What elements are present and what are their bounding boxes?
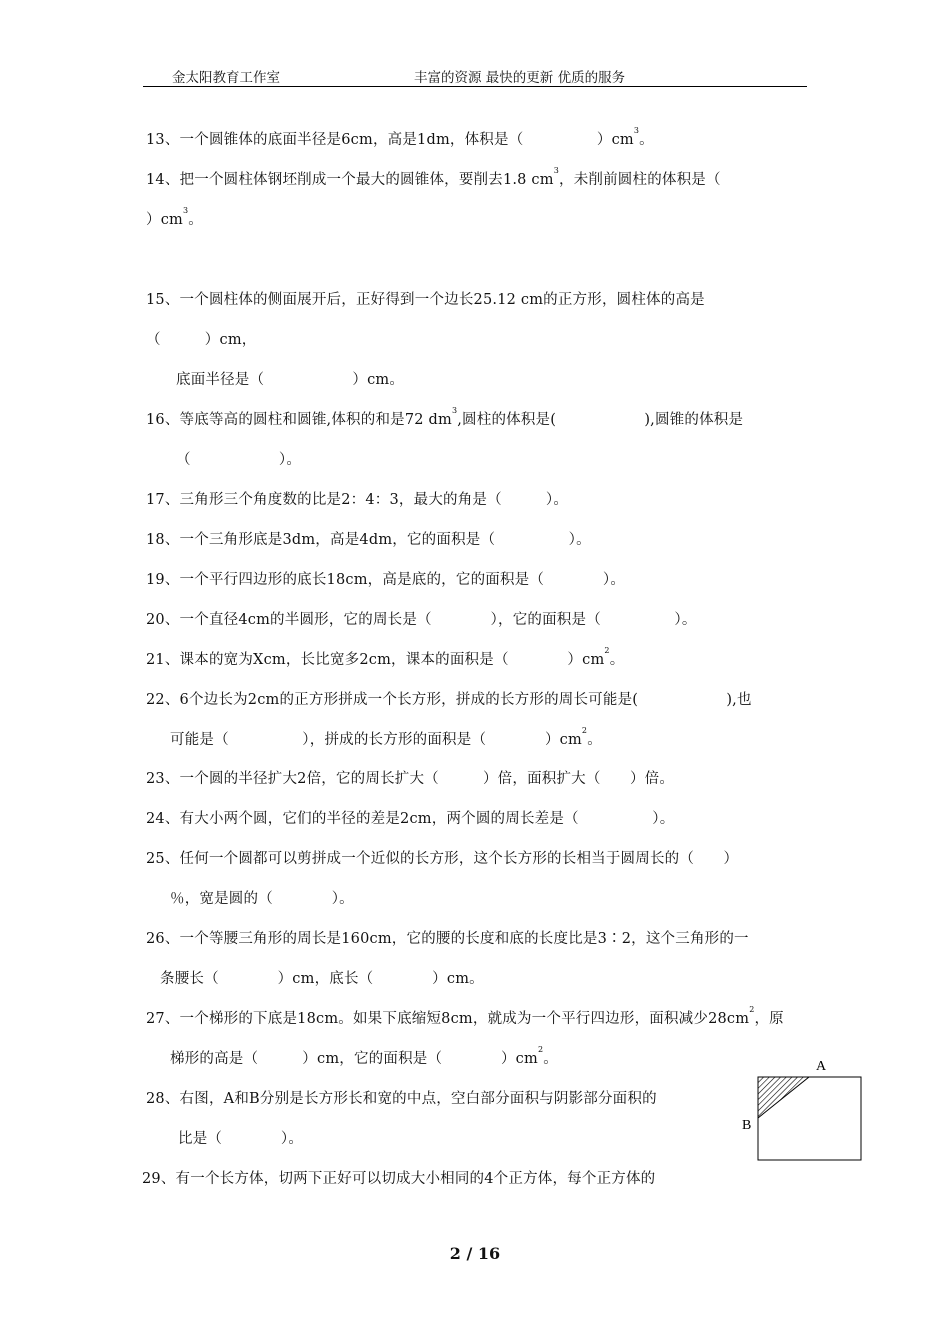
question-13: 13、一个圆锥体的底面半径是6cm，高是1dm，体积是（ ）$cm^3$。 <box>146 126 654 148</box>
question-27-line-1: 27、一个梯形的下底是18cm。如果下底缩短8cm，就成为一个平行四边形，面积减少$28cm^2$，原 <box>146 1005 784 1027</box>
question-15-line-1: 15、一个圆柱体的侧面展开后，正好得到一个边长25.12 cm的正方形，圆柱体的高是 <box>146 292 705 308</box>
rectangle-figure <box>740 1055 870 1165</box>
question-18: 18、一个三角形底是3dm，高是4dm，它的面积是（ ）。 <box>146 532 591 548</box>
question-29-line-1: 29、有一个长方体，切两下正好可以切成大小相同的4个正方体，每个正方体的 <box>142 1171 656 1187</box>
question-14-line-2: ）$cm^3$。 <box>146 206 203 228</box>
question-26-line-1: 26、一个等腰三角形的周长是160cm，它的腰的长度和底的长度比是3∶2，这个三角形的一 <box>146 931 749 947</box>
question-17: 17、三角形三个角度数的比是2：4：3，最大的角是（ ）。 <box>146 492 569 508</box>
question-26-line-2: 条腰长（ ）cm，底长（ ）cm。 <box>160 971 484 987</box>
page-number: 2 / 16 <box>449 1244 501 1263</box>
figure-label-a: A <box>816 1059 827 1074</box>
question-19: 19、一个平行四边形的底长18cm，高是底的，它的面积是（ ）。 <box>146 572 626 588</box>
question-22-line-1: 22、6个边长为2cm的正方形拼成一个长方形，拼成的长方形的周长可能是( ),也 <box>146 692 752 708</box>
header-right: 丰富的资源 最快的更新 优质的服务 <box>414 70 626 86</box>
header-left: 金太阳教育工作室 <box>172 70 280 86</box>
question-25-line-2: ％，宽是圆的（ ）。 <box>170 891 354 907</box>
question-25-line-1: 25、任何一个圆都可以剪拼成一个近似的长方形，这个长方形的长相当于圆周长的（ ） <box>146 851 739 867</box>
question-28-line-2: 比是（ ）。 <box>178 1131 304 1147</box>
question-16-line-1: 16、等底等高的圆柱和圆锥,体积的和是72 $dm^3$,圆柱的体积是( ),圆锥的体积是 <box>146 406 744 428</box>
header-rule <box>143 86 807 87</box>
question-20: 20、一个直径4cm的半圆形，它的周长是（ ），它的面积是（ ）。 <box>146 612 697 628</box>
question-21: 21、课本的宽为Xcm，长比宽多2cm，课本的面积是（ ）$cm^2$。 <box>146 646 625 668</box>
question-15-line-3: 底面半径是（ ）cm。 <box>176 372 405 388</box>
question-14-line-1: 14、把一个圆柱体钢坯削成一个最大的圆锥体，要削去1.8 $cm^3$，未削前圆柱的体积是（ <box>146 166 721 188</box>
question-15-line-2: （ ）cm， <box>146 332 257 348</box>
question-23: 23、一个圆的半径扩大2倍，它的周长扩大（ ）倍，面积扩大（ ）倍。 <box>146 771 675 787</box>
figure-label-b: B <box>742 1118 752 1133</box>
question-28-line-1: 28、右图，A和B分别是长方形长和宽的中点，空白部分面积与阴影部分面积的 <box>146 1091 657 1107</box>
question-22-line-2: 可能是（ ），拼成的长方形的面积是（ ）$cm^2$。 <box>170 726 602 748</box>
question-24: 24、有大小两个圆，它们的半径的差是2cm，两个圆的周长差是（ ）。 <box>146 811 675 827</box>
question-16-line-2: （ ）。 <box>176 452 302 468</box>
question-27-line-2: 梯形的高是（ ）cm，它的面积是（ ）$cm^2$。 <box>170 1045 558 1067</box>
